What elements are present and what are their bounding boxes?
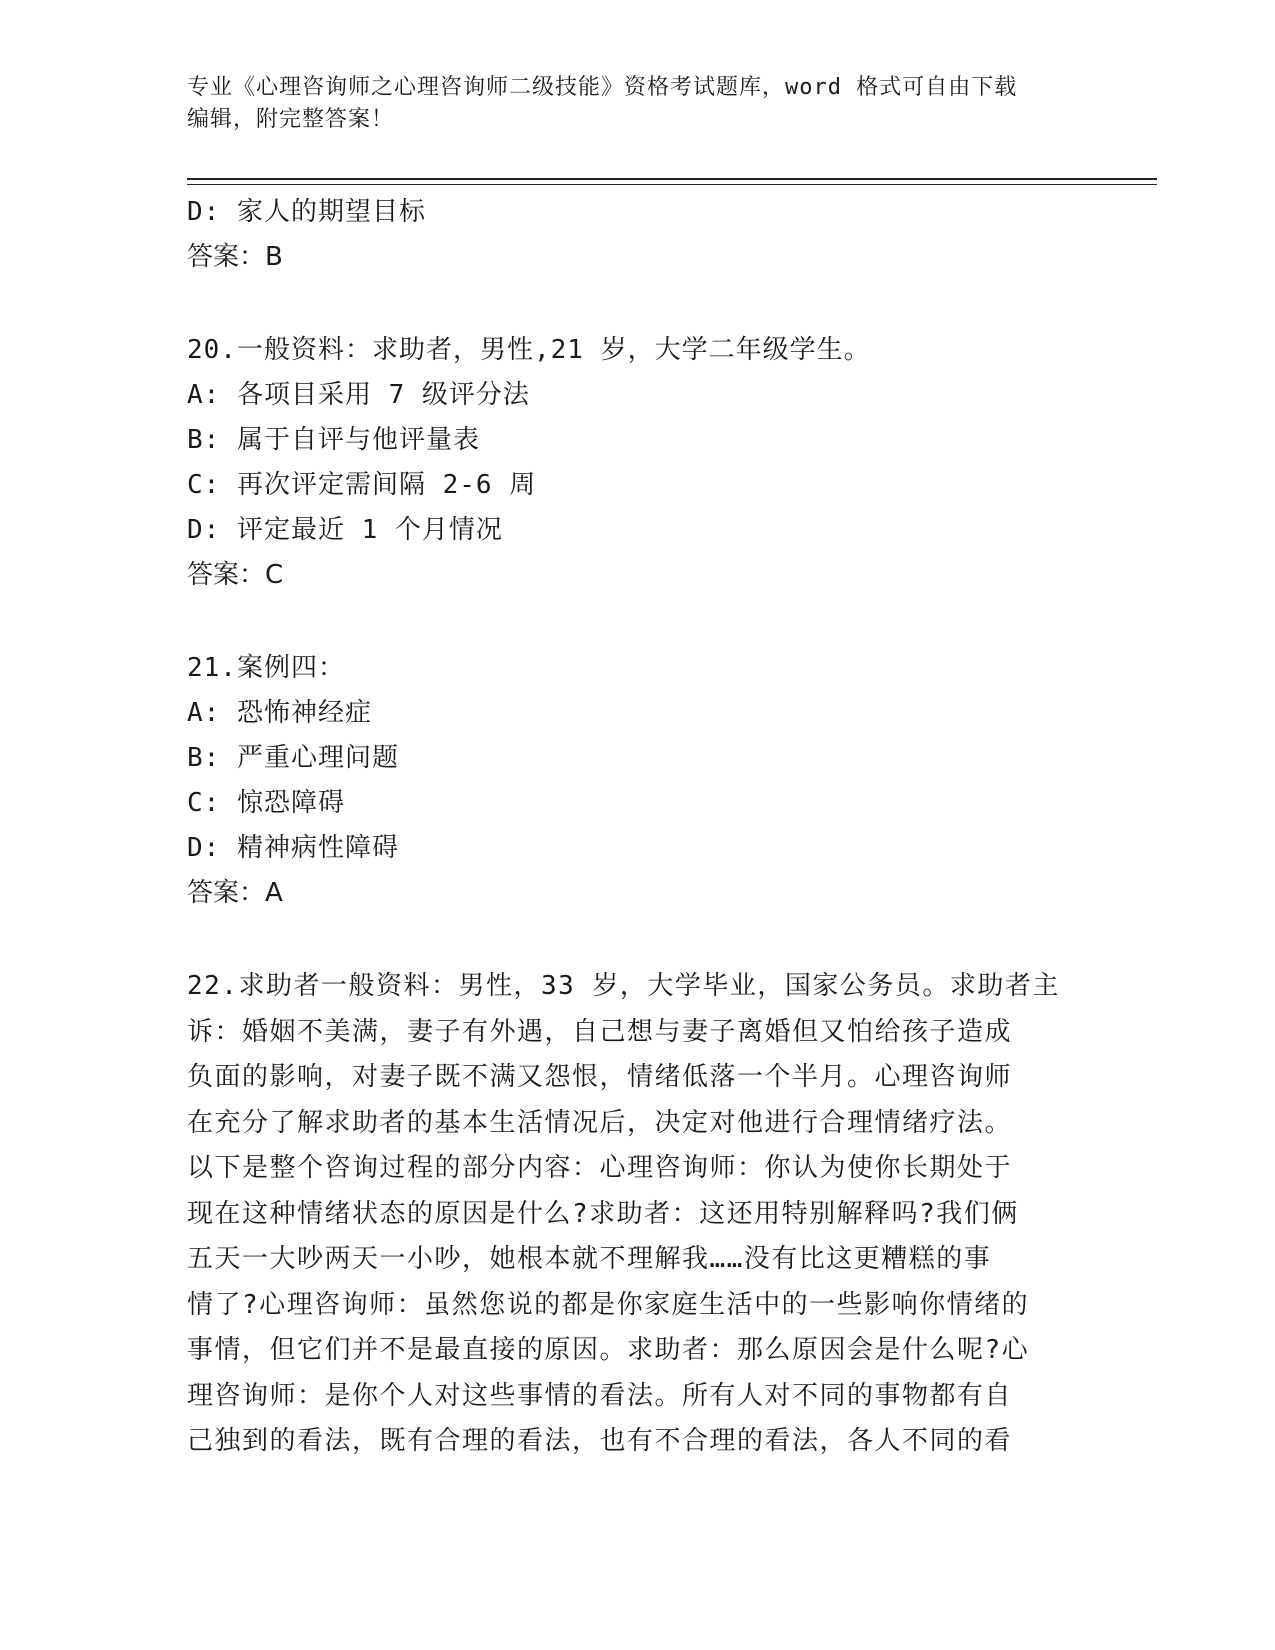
header-line-1: 专业《心理咨询师之心理咨询师二级技能》资格考试题库，word 格式可自由下载 [187,75,1018,100]
document-header [187,72,1067,136]
prev-option-d: D: 家人的期望目标 [187,197,426,227]
q21-option-a: A: 恐怖神经症 [187,698,372,728]
q20-option-a: A: 各项目采用 7 级评分法 [187,380,530,410]
q20-option-c: C: 再次评定需间隔 2-6 周 [187,470,537,500]
spacer [187,280,1087,328]
q20-option-b: B: 属于自评与他评量表 [187,425,480,455]
q22-question [187,964,1087,1465]
q21-question: 21.案例四： [187,653,345,683]
q22-line: 在充分了解求助者的基本生活情况后，决定对他进行合理情绪疗法。 [187,1107,1013,1138]
q22-line: 事情，但它们并不是最直接的原因。求助者：那么原因会是什么呢?心 [187,1335,1030,1365]
q21-option-c: C: 惊恐障碍 [187,788,345,818]
q21-option-d: D: 精神病性障碍 [187,833,399,863]
q22-line: 现在这种情绪状态的原因是什么?求助者：这还用特别解释吗?我们俩 [187,1198,1019,1229]
q22-line: 诉：婚姻不美满，妻子有外遇，自己想与妻子离婚但又怕给孩子造成 [187,1016,1013,1047]
q22-line: 22.求助者一般资料：男性，33 岁，大学毕业，国家公务员。求助者主 [187,971,1060,1001]
q20-question: 20.一般资料：求助者，男性,21 岁，大学二年级学生。 [187,335,871,365]
spacer [187,916,1087,964]
q22-line: 情了?心理咨询师：虽然您说的都是你家庭生活中的一些影响你情绪的 [187,1289,1030,1320]
q22-line: 以下是整个咨询过程的部分内容：心理咨询师：你认为使你长期处于 [187,1153,1013,1183]
q22-line: 五天一大吵两天一小吵，她根本就不理解我……没有比这更糟糕的事 [187,1244,992,1274]
spacer [187,598,1087,646]
q20-option-d: D: 评定最近 1 个月情况 [187,515,503,545]
header-divider-thin [187,184,1157,185]
document-body [187,190,1087,1465]
q22-line: 己独到的看法，既有合理的看法，也有不合理的看法，各人不同的看 [187,1426,1013,1456]
q22-line: 理咨询师：是你个人对这些事情的看法。所有人对不同的事物都有自 [187,1380,1013,1411]
prev-answer: 答案：B [187,242,283,272]
header-line-2: 编辑，附完整答案！ [187,107,395,132]
q22-line: 负面的影响，对妻子既不满又怨恨，情绪低落一个半月。心理咨询师 [187,1062,1013,1092]
q21-option-b: B: 严重心理问题 [187,743,399,773]
header-divider-thick [187,178,1157,180]
q20-answer: 答案：C [187,560,284,590]
q21-answer: 答案：A [187,878,283,908]
